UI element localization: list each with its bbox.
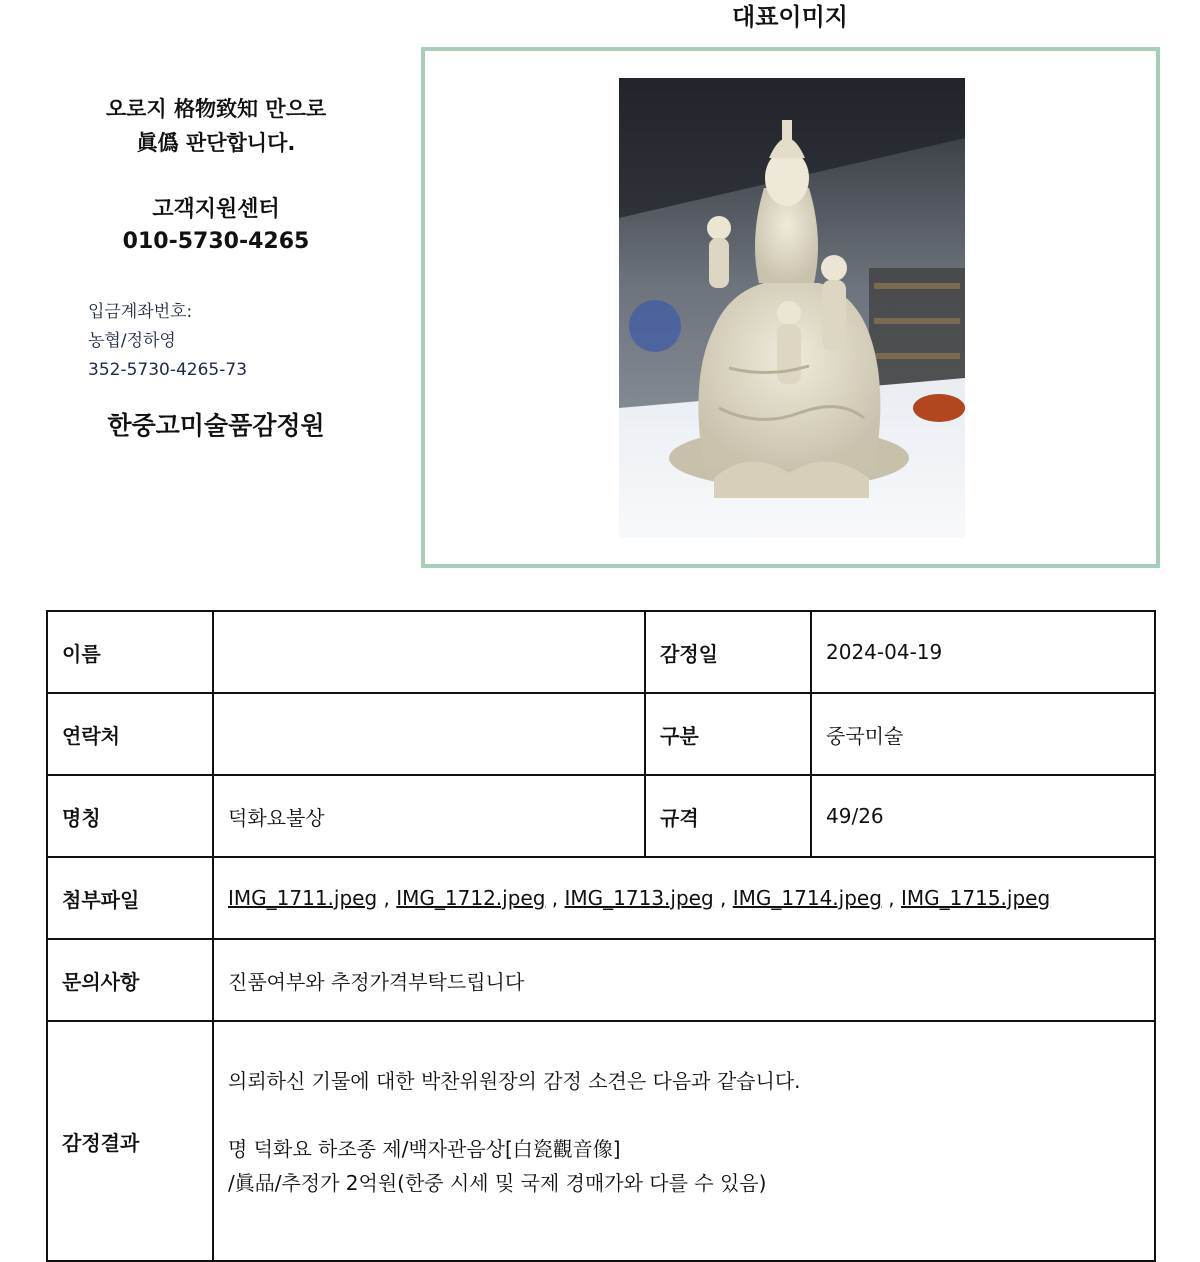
size-label: 규격 [645,775,811,857]
table-row-inquiry [47,939,1155,1021]
attachments-list [213,857,1155,939]
inquiry-value: 진품여부와 추정가격부탁드립니다 [213,939,1155,1021]
result-text [228,1022,1140,1200]
bank-account-info [88,298,247,385]
support-title: 고객지원센터 [152,197,280,222]
result-line-1: 의뢰하신 기물에 대한 박찬위원장의 감정 소견은 다음과 같습니다. [228,1069,801,1093]
attachments-label: 첨부파일 [47,857,213,939]
result-cell [213,1021,1155,1261]
result-label: 감정결과 [47,1021,213,1261]
table-row-contact [47,693,1155,775]
attachment-separator: , [713,886,733,910]
organization-name: 한중고미술품감정원 [107,411,325,440]
size-value: 49/26 [811,775,1155,857]
motto-line-2: 眞僞 판단합니다. [136,131,296,155]
category-label: 구분 [645,693,811,775]
attachment-link[interactable]: IMG_1711.jpeg [228,886,378,910]
statue-photo[interactable] [619,78,965,538]
representative-image-frame [421,47,1160,568]
account-bank: 농협/정하영 [88,331,176,351]
customer-support [0,194,432,258]
motto [0,92,432,160]
attachment-link[interactable]: IMG_1714.jpeg [732,886,882,910]
title-label: 명칭 [47,775,213,857]
table-row-title [47,775,1155,857]
representative-image-title: 대표이미지 [732,3,848,31]
name-label: 이름 [47,611,213,693]
attachment-separator: , [545,886,565,910]
account-label: 입금계좌번호: [88,302,193,322]
table-row-attachments [47,857,1155,939]
motto-line-1: 오로지 格物致知 만으로 [105,97,327,121]
contact-label: 연락처 [47,693,213,775]
date-value: 2024-04-19 [811,611,1155,693]
name-value [213,611,645,693]
table-row-result [47,1021,1155,1261]
appraisal-info-table [46,610,1156,1262]
table-row-name [47,611,1155,693]
inquiry-label: 문의사항 [47,939,213,1021]
account-number: 352-5730-4265-73 [88,360,248,380]
statue-photo-drawing [619,78,965,538]
contact-value [213,693,645,775]
attachment-separator: , [377,886,397,910]
attachment-link[interactable]: IMG_1715.jpeg [901,886,1051,910]
result-line-3: /眞品/추정가 2억원(한중 시세 및 국제 경매가와 다를 수 있음) [228,1171,767,1195]
attachment-link[interactable]: IMG_1713.jpeg [564,886,714,910]
title-value: 덕화요불상 [213,775,645,857]
date-label: 감정일 [645,611,811,693]
attachment-separator: , [881,886,901,910]
support-phone[interactable]: 010-5730-4265 [122,229,310,254]
category-value: 중국미술 [811,693,1155,775]
result-line-2: 명 덕화요 하조종 제/백자관음상[白瓷觀音像] [228,1137,621,1161]
attachment-link[interactable]: IMG_1712.jpeg [396,886,546,910]
